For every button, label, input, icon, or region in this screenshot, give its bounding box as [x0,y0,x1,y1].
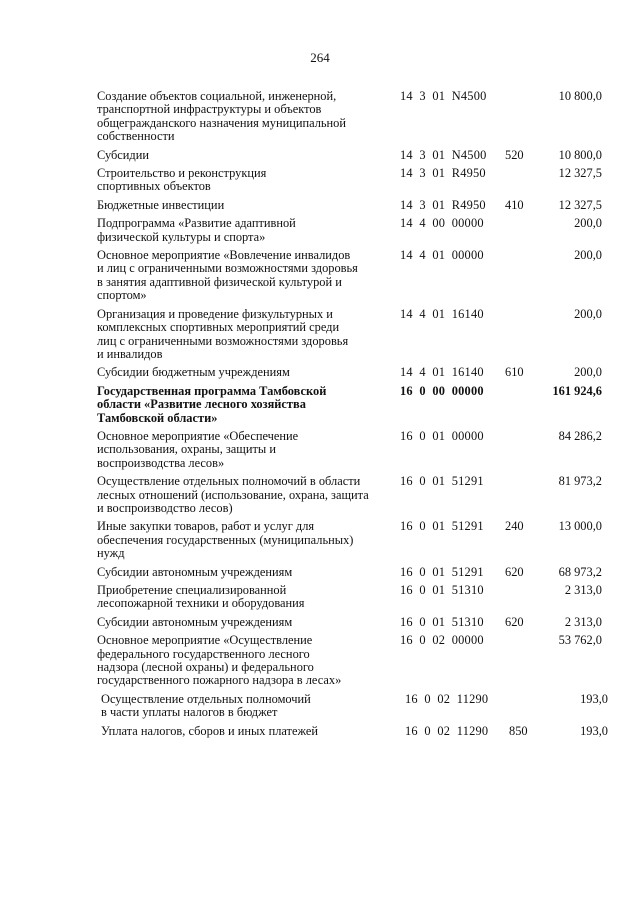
row-code: 14 3 01 R4950 [400,197,486,212]
row-amount: 12 327,5 [558,197,602,212]
row-name: Субсидии [97,147,149,162]
row-name: Основное мероприятие «Вовлечение инвалидов и лиц с ограниченными возможностями здоровья в занятия адаптивной физической культурой и спортом» [97,248,358,303]
row-amount: 193,0 [580,691,608,706]
row-amount: 12 327,5 [558,166,602,181]
row-name: Подпрограмма «Развитие адаптивной физической культуры и спорта» [97,216,296,244]
row-code: 14 4 01 00000 [400,248,484,263]
row-code: 14 4 00 00000 [400,216,484,231]
row-code: 14 3 01 N4500 [400,147,487,162]
table-row [0,584,640,611]
row-name: Строительство и реконструкция спортивных объектов [97,166,267,194]
row-code: 16 0 01 00000 [400,428,484,443]
row-code: 16 0 00 00000 [400,383,484,398]
row-amount: 200,0 [574,306,602,321]
row-code: 16 0 02 00000 [400,633,484,648]
table-row [0,199,640,212]
table-row [0,634,640,688]
row-name: Субсидии автономным учреждениям [97,564,293,579]
table-row [0,693,640,720]
row-expense-type: 620 [505,614,524,629]
row-expense-type: 240 [505,519,524,534]
table-row [0,249,640,303]
row-name: Уплата налогов, сборов и иных платежей [101,723,319,738]
budget-table [0,90,640,743]
row-expense-type: 850 [509,723,528,738]
table-row [0,430,640,470]
row-amount: 10 800,0 [558,89,602,103]
row-code: 16 0 01 51291 [400,519,484,534]
table-row [0,90,640,144]
row-name: Бюджетные инвестиции [97,197,225,212]
row-name: Создание объектов социальной, инженерной, транспортной инфраструктуры и объектов общегражданского назначения муниципальной собственности [97,89,347,144]
row-expense-type: 620 [505,564,524,579]
row-code: 16 0 02 11290 [405,723,489,738]
row-name: Организация и проведение физкультурных и комплексных спортивных мероприятий среди лиц с ограниченными возможностями здоровья и инвалидов [97,306,349,361]
row-amount: 2 313,0 [564,614,602,629]
row-amount: 200,0 [574,248,602,263]
row-code: 14 3 01 R4950 [400,166,486,181]
row-name: Основное мероприятие «Обеспечение использования, охраны, защиты и воспроизводства лесов» [97,428,299,470]
row-amount: 13 000,0 [558,519,602,534]
row-code: 14 4 01 16140 [400,365,484,380]
row-code: 16 0 02 11290 [405,691,489,706]
row-amount: 68 973,2 [558,564,602,579]
table-row [0,475,640,515]
row-name: Приобретение специализированной лесопожарной техники и оборудования [97,583,305,611]
row-expense-type: 410 [505,197,524,212]
row-amount: 200,0 [574,216,602,231]
table-row [0,217,640,244]
table-row [0,616,640,629]
row-name: Осуществление отдельных полномочий в области лесных отношений (использование, охрана, защита и воспроизводство лесов) [97,474,369,515]
row-expense-type: 610 [505,365,524,380]
row-amount: 84 286,2 [558,428,602,443]
row-code: 16 0 01 51310 [400,583,484,597]
row-name: Субсидии автономным учреждениям [97,614,293,629]
row-amount: 10 800,0 [558,147,602,162]
row-code: 16 0 01 51291 [400,474,484,489]
row-name: Иные закупки товаров, работ и услуг для обеспечения государственных (муниципальных) нужд [97,519,354,561]
table-row [0,149,640,162]
row-amount: 193,0 [580,723,608,738]
row-amount: 81 973,2 [558,474,602,489]
row-amount: 2 313,0 [564,583,602,597]
table-row [0,566,640,579]
row-amount: 161 924,6 [552,383,602,398]
table-row [0,308,640,362]
row-name: Субсидии бюджетным учреждениям [97,365,290,380]
row-name: Государственная программа Тамбовской области «Развитие лесного хозяйства Тамбовской области» [97,383,327,425]
page-number: 264 [310,50,330,65]
table-row [0,366,640,379]
table-row [0,167,640,194]
row-expense-type: 520 [505,147,524,162]
table-row [0,725,640,738]
table-row [0,385,640,425]
row-code: 16 0 01 51291 [400,564,484,579]
row-name: Основное мероприятие «Осуществление федерального государственного лесного надзора (лесной охраны) и федерального государственного пожарного надзора в лесах» [97,633,342,688]
row-name: Осуществление отдельных полномочий в части уплаты налогов в бюджет [101,691,311,720]
row-amount: 53 762,0 [558,633,602,648]
row-code: 14 4 01 16140 [400,306,484,321]
table-row [0,520,640,560]
row-code: 16 0 01 51310 [400,614,484,629]
row-amount: 200,0 [574,365,602,380]
row-code: 14 3 01 N4500 [400,89,487,103]
